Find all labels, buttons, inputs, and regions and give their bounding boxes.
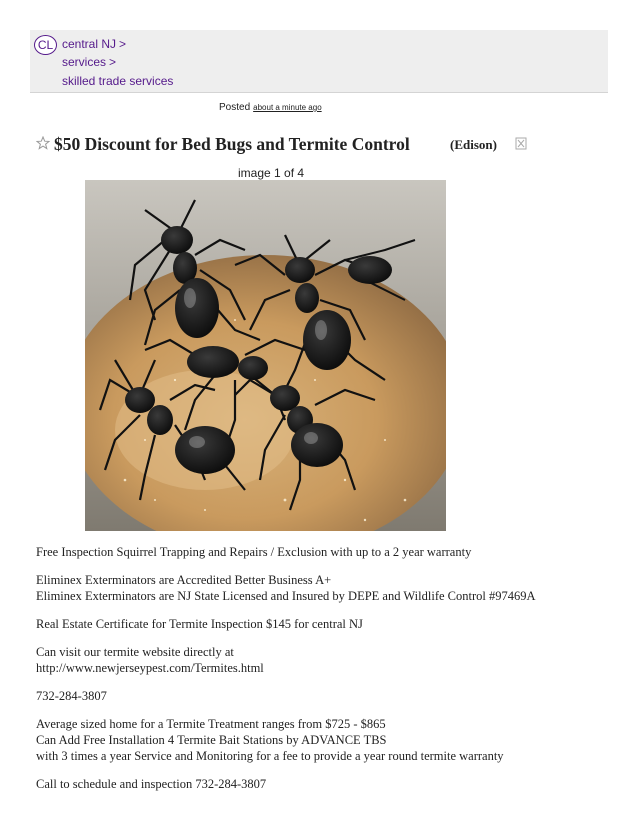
posting-title-text: $50 Discount for Bed Bugs and Termite Control	[54, 134, 410, 154]
breadcrumb-area-label: central NJ	[62, 37, 117, 51]
image-counter: image 1 of 4	[238, 166, 305, 180]
main-image-ants[interactable]	[85, 180, 446, 531]
body-paragraph	[36, 644, 616, 676]
body-line: Can Add Free Installation 4 Termite Bait Stations by ADVANCE TBS	[36, 733, 387, 747]
body-line-url: http://www.newjerseypest.com/Termites.html	[36, 661, 264, 675]
star-outline-icon[interactable]	[36, 136, 50, 150]
breadcrumb-subcategory-label: skilled trade services	[62, 74, 174, 88]
body-line: Eliminex Exterminators are NJ State Licensed and Insured by DEPE and Wildlife Control #97469A	[36, 589, 536, 603]
breadcrumb-separator: >	[109, 55, 117, 69]
breadcrumb-subcategory[interactable]	[62, 74, 173, 88]
body-paragraph	[36, 616, 616, 632]
posting-body	[36, 544, 616, 804]
breadcrumb-separator: >	[119, 37, 127, 51]
body-line: Can visit our termite website directly at	[36, 645, 234, 659]
body-line: Eliminex Exterminators are Accredited Better Business A+	[36, 573, 332, 587]
breadcrumb-category[interactable]	[62, 55, 116, 69]
body-paragraph	[36, 776, 616, 792]
breadcrumb-area[interactable]	[62, 37, 126, 51]
body-paragraph	[36, 572, 616, 604]
craigslist-logo[interactable]: CL	[34, 35, 57, 55]
body-line-phone: 732-284-3807	[36, 689, 107, 703]
body-paragraph	[36, 716, 616, 764]
flag-prohibit-icon[interactable]	[515, 137, 527, 150]
body-line: with 3 times a year Service and Monitoring for a fee to provide a year round termite warranty	[36, 749, 504, 763]
body-line: Call to schedule and inspection 732-284-3807	[36, 777, 267, 791]
breadcrumb-category-label: services	[62, 55, 107, 69]
posted-label: Posted	[219, 102, 251, 113]
body-line: Free Inspection Squirrel Trapping and Repairs / Exclusion with up to a 2 year warranty	[36, 545, 472, 559]
posted-info	[219, 102, 322, 113]
body-line: Average sized home for a Termite Treatment ranges from $725 - $865	[36, 717, 386, 731]
body-paragraph	[36, 544, 616, 560]
posting-location: (Edison)	[450, 137, 497, 152]
body-line: Real Estate Certificate for Termite Inspection $145 for central NJ	[36, 617, 363, 631]
body-paragraph	[36, 688, 616, 704]
breadcrumb	[30, 30, 608, 93]
ants-photo	[85, 180, 446, 531]
posted-time: about a minute ago	[253, 103, 322, 112]
